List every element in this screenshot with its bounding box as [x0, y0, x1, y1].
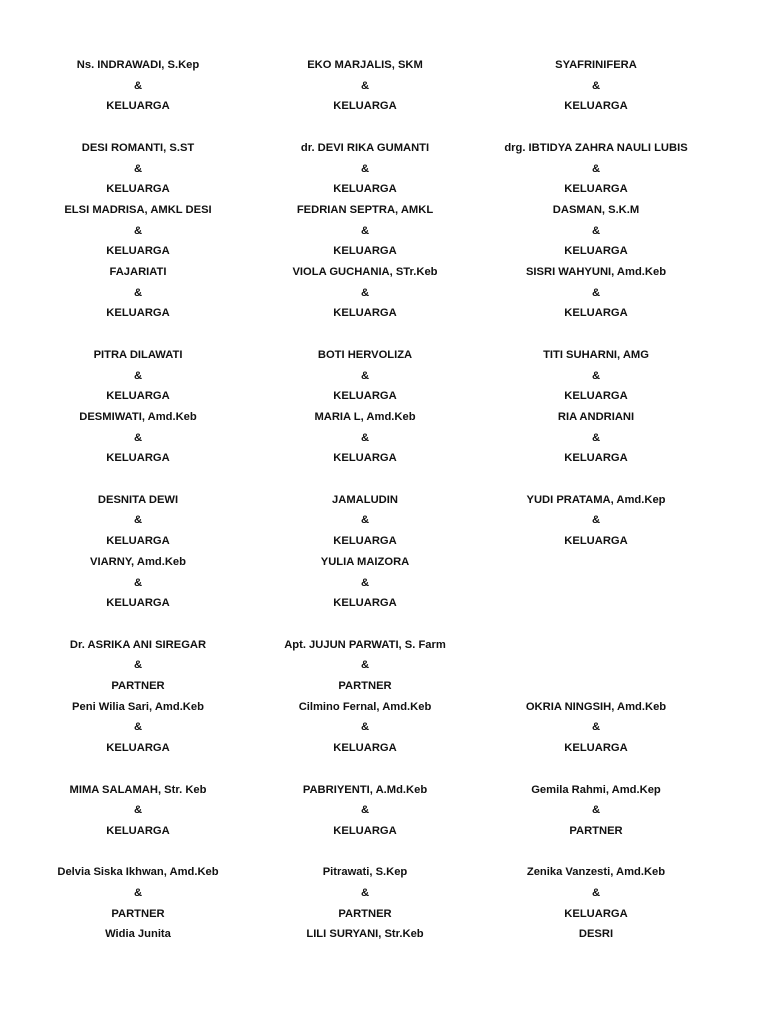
name-line: SYAFRINIFERA: [555, 59, 637, 71]
name-line: KELUARGA: [106, 452, 170, 465]
name-line: DESI ROMANTI, S.ST: [81, 141, 195, 154]
ampersand-line: &: [360, 431, 370, 444]
ampersand-line: &: [591, 224, 601, 237]
name-line: ELSI MADRISA, AMKL DESI: [64, 203, 212, 216]
name-line: KELUARGA: [564, 183, 628, 196]
name-line: KELUARGA: [106, 390, 170, 403]
name-line: PARTNER: [569, 824, 623, 837]
name-line: KELUARGA: [106, 245, 170, 258]
name-line: VIARNY, Amd.Keb: [90, 555, 186, 568]
name-line: KELUARGA: [333, 245, 397, 258]
name-line: Dr. ASRIKA ANI SIREGAR: [69, 638, 207, 651]
name-line: KELUARGA: [333, 183, 397, 196]
ampersand-line: &: [360, 369, 370, 382]
ampersand-line: &: [360, 659, 370, 672]
ampersand-line: &: [360, 721, 370, 734]
name-line: drg. IBTIDYA ZAHRA NAULI LUBIS: [504, 141, 688, 154]
name-line: KELUARGA: [106, 535, 170, 548]
name-line: LILI SURYANI, Str.Keb: [306, 928, 424, 941]
name-line: KELUARGA: [333, 742, 397, 755]
ampersand-line: &: [591, 514, 601, 527]
ampersand-line: &: [591, 286, 601, 299]
name-line: KELUARGA: [564, 535, 628, 548]
name-line: dr. DEVI RIKA GUMANTI: [300, 141, 430, 154]
name-line: JAMALUDIN: [332, 493, 398, 506]
name-line: PABRIYENTI, A.Md.Keb: [302, 783, 428, 796]
ampersand-line: &: [591, 162, 601, 175]
name-line: KELUARGA: [564, 100, 628, 113]
name-line: DESRI: [578, 928, 614, 941]
ampersand-line: &: [133, 431, 143, 444]
name-line: FAJARIATI: [109, 266, 167, 278]
name-line: PITRA DILAWATI: [93, 348, 183, 361]
name-line: KELUARGA: [106, 307, 170, 320]
name-line: KELUARGA: [564, 452, 628, 465]
label-column-middle: [237, 0, 493, 1024]
ampersand-line: &: [360, 514, 370, 527]
name-line: Cilmino Fernal, Amd.Keb: [298, 700, 432, 713]
name-line: Ns. INDRAWADI, S.Kep: [76, 59, 200, 71]
name-line: Delvia Siska Ikhwan, Amd.Keb: [57, 866, 219, 879]
name-line: KELUARGA: [333, 307, 397, 320]
ampersand-line: &: [133, 721, 143, 734]
name-line: Peni Wilia Sari, Amd.Keb: [72, 700, 204, 713]
ampersand-line: &: [133, 659, 143, 672]
label-column-right: [468, 0, 724, 1024]
name-line: SISRI WAHYUNI, Amd.Keb: [525, 266, 667, 278]
name-line: PARTNER: [338, 680, 392, 692]
name-line: KELUARGA: [333, 535, 397, 548]
name-line: BOTI HERVOLIZA: [317, 348, 413, 361]
ampersand-line: &: [360, 224, 370, 237]
name-line: KELUARGA: [106, 597, 170, 610]
ampersand-line: &: [133, 369, 143, 382]
ampersand-line: &: [591, 431, 601, 444]
ampersand-line: &: [133, 224, 143, 237]
ampersand-line: &: [133, 286, 143, 299]
name-line: Apt. JUJUN PARWATI, S. Farm: [284, 638, 446, 651]
name-line: FEDRIAN SEPTRA, AMKL: [296, 203, 434, 216]
ampersand-line: &: [133, 162, 143, 175]
ampersand-line: &: [591, 79, 601, 92]
name-line: KELUARGA: [564, 907, 628, 920]
name-line: KELUARGA: [564, 390, 628, 403]
name-line: DASMAN, S.K.M: [552, 203, 640, 216]
name-line: KELUARGA: [564, 307, 628, 320]
name-line: TITI SUHARNI, AMG: [543, 348, 649, 361]
name-line: Zenika Vanzesti, Amd.Keb: [526, 866, 666, 879]
ampersand-line: &: [591, 369, 601, 382]
name-line: KELUARGA: [106, 100, 170, 113]
ampersand-line: &: [591, 804, 601, 817]
ampersand-line: &: [360, 286, 370, 299]
name-line: KELUARGA: [333, 597, 397, 610]
name-line: KELUARGA: [333, 100, 397, 113]
name-line: RIA ANDRIANI: [557, 410, 635, 423]
name-line: Widia Junita: [105, 928, 171, 941]
name-line: EKO MARJALIS, SKM: [307, 59, 423, 71]
ampersand-line: &: [133, 804, 143, 817]
ampersand-line: &: [360, 162, 370, 175]
name-line: KELUARGA: [333, 390, 397, 403]
ampersand-line: &: [360, 576, 370, 589]
name-line: Pitrawati, S.Kep: [322, 866, 408, 879]
name-line: PARTNER: [111, 907, 165, 920]
ampersand-line: &: [591, 887, 601, 899]
name-line: PARTNER: [338, 907, 392, 920]
name-line: KELUARGA: [333, 824, 397, 837]
ampersand-line: &: [133, 887, 143, 899]
name-line: KELUARGA: [564, 742, 628, 755]
name-line: KELUARGA: [564, 245, 628, 258]
ampersand-line: &: [360, 887, 370, 899]
ampersand-line: &: [360, 804, 370, 817]
name-line: KELUARGA: [106, 183, 170, 196]
ampersand-line: &: [360, 79, 370, 92]
label-column-left: [10, 0, 266, 1024]
name-line: PARTNER: [111, 680, 165, 692]
ampersand-line: &: [133, 514, 143, 527]
name-line: Gemila Rahmi, Amd.Kep: [531, 783, 661, 796]
name-line: DESMIWATI, Amd.Keb: [79, 410, 197, 423]
name-line: OKRIA NINGSIH, Amd.Keb: [525, 700, 667, 713]
name-line: VIOLA GUCHANIA, STr.Keb: [292, 266, 438, 278]
name-line: YULIA MAIZORA: [320, 555, 410, 568]
name-line: MIMA SALAMAH, Str. Keb: [69, 783, 207, 796]
name-line: KELUARGA: [333, 452, 397, 465]
name-line: DESNITA DEWI: [97, 493, 179, 506]
ampersand-line: &: [591, 721, 601, 734]
name-line: KELUARGA: [106, 824, 170, 837]
name-line: KELUARGA: [106, 742, 170, 755]
ampersand-line: &: [133, 576, 143, 589]
ampersand-line: &: [133, 79, 143, 92]
name-line: MARIA L, Amd.Keb: [314, 410, 416, 423]
name-line: YUDI PRATAMA, Amd.Kep: [526, 493, 666, 506]
